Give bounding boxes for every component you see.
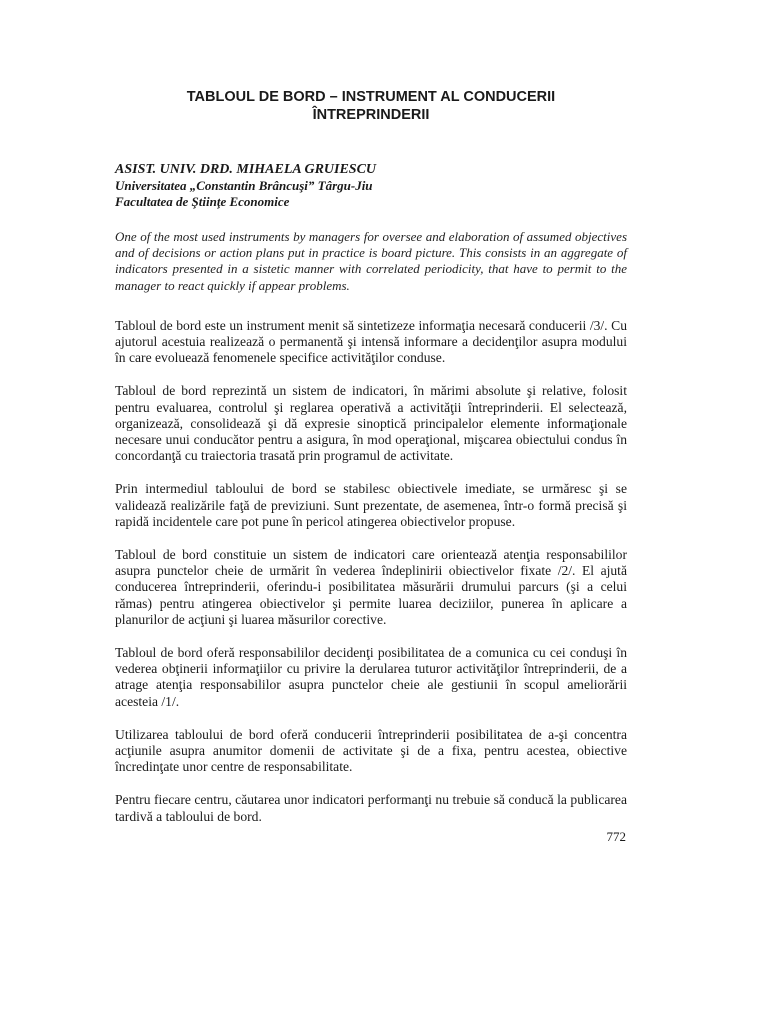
page-number: 772 xyxy=(606,829,626,844)
title-line-1: TABLOUL DE BORD – INSTRUMENT AL CONDUCERII xyxy=(186,89,556,105)
author-block xyxy=(115,162,627,210)
document-page xyxy=(115,88,627,825)
abstract: One of the most used instruments by managers for oversee and elaboration of assumed objectives and of decisions or action plans put in practice is board picture. This consists in an aggregate of indicators presented in a sistetic manner with correlated periodicity, that have to permit to the manager to react quickly if appear problems. xyxy=(115,229,627,293)
paragraph: Tabloul de bord reprezintă un sistem de indicatori, în mărimi absolute şi relative, folosit pentru evaluarea, controlul şi reglarea operativă a activităţii întreprinderii. El selectează, organizează, consolidează şi dă expresie sinoptică principalelor elemente informaţionale necesare unui conducător pentru a asigura, în mod operaţional, mişcarea obiectului condus în concordanţă cu traiectoria trasată prin programul de activitate. xyxy=(115,383,627,464)
author-university: Universitatea „Constantin Brâncuşi” Târgu-Jiu xyxy=(115,178,373,193)
paragraph: Tabloul de bord constituie un sistem de indicatori care orientează atenţia responsabililor asupra punctelor cheie de urmărit în vederea îndeplinirii obiectivelor fixate /2/. El ajută conducerea întreprinderii, oferindu-i posibilitatea măsurării drumului parcurs (şi a celui rămas) pentru atingerea obiectivelor şi permite luarea deciziilor, punerea în aplicare a planurilor de acţiuni şi luarea măsurilor corective. xyxy=(115,547,627,627)
paragraph: Tabloul de bord oferă responsabililor decidenţi posibilitatea de a comunica cu cei conduşi în vederea obţinerii informaţiilor cu privire la derularea tuturor activităţilor întreprinderii, de a atrage atenţia responsabililor asupra punctelor cheie ale gestiunii în scopul ameliorării acesteia /1/. xyxy=(115,645,627,709)
author-name: ASIST. UNIV. DRD. MIHAELA GRUIESCU xyxy=(115,162,377,177)
paragraph: Utilizarea tabloului de bord oferă conducerii întreprinderii posibilitatea de a-şi concentra acţiunile asupra anumitor domenii de activitate şi de a fixa, pentru acestea, obiective încredinţate unor centre de responsabilitate. xyxy=(115,726,627,775)
paragraph: Pentru fiecare centru, căutarea unor indicatori performanţi nu trebuie să conducă la publicarea tardivă a tabloului de bord. xyxy=(115,792,627,824)
page-title xyxy=(115,88,627,124)
title-line-2: ÎNTREPRINDERII xyxy=(312,107,430,123)
author-faculty: Facultatea de Ştiinţe Economice xyxy=(115,194,290,209)
paragraph: Prin intermediul tabloului de bord se stabilesc obiectivele imediate, se urmăresc şi se validează realizările faţă de previziuni. Sunt prezentate, de asemenea, într-o formă precisă şi rapidă incidentele care pot pune în pericol atingerea obiectivelor propuse. xyxy=(115,481,627,529)
paragraph: Tabloul de bord este un instrument menit să sintetizeze informaţia necesară conducerii /3/. Cu ajutorul acestuia realizează o permanentă şi intensă informare a decidenţilor asupra modului în care evoluează fenomenele specifice activităţilor conduse. xyxy=(115,317,627,366)
